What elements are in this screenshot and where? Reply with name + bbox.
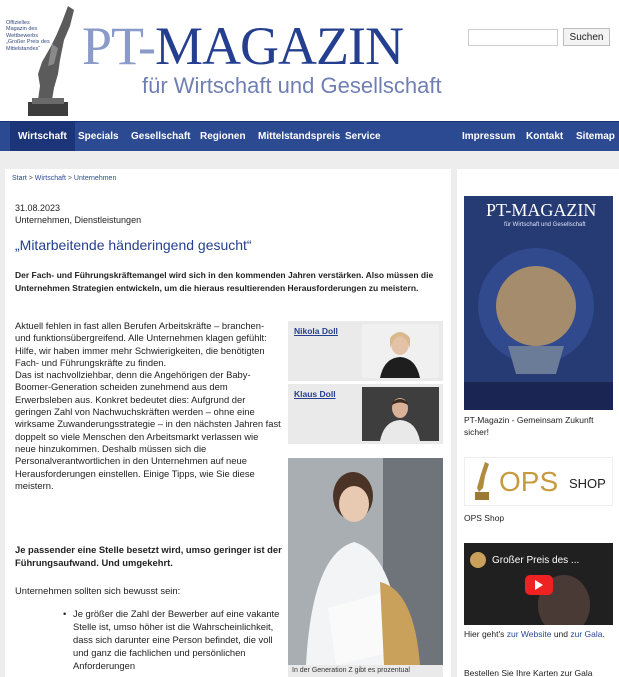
author-photo <box>362 324 439 378</box>
nav-item-mittelstandspreis[interactable]: Mittelstandspreis <box>258 131 341 142</box>
author-name-link[interactable]: Klaus Doll <box>294 389 336 399</box>
author-card-nikola[interactable] <box>288 321 443 381</box>
magazine-cover[interactable] <box>464 196 613 410</box>
article-title: „Mitarbeitende händeringend gesucht“ <box>15 237 252 253</box>
cover-title: PT-MAGAZIN <box>486 200 597 220</box>
ops-logo-main: OPS <box>499 466 559 497</box>
gala-link[interactable]: zur Gala <box>570 629 603 639</box>
author-photo <box>362 387 439 441</box>
video-title: Großer Preis des ... <box>492 555 580 566</box>
nav-item-sitemap[interactable]: Sitemap <box>576 131 615 142</box>
official-magazine-tagline: Offizielles Magazin des Wettbewerbs „Großer Preis des Mittelstandes“ <box>6 20 50 52</box>
author-card-klaus[interactable] <box>288 384 443 444</box>
gala-and: und <box>551 629 571 639</box>
list-item: • Je größer die Zahl der Bewerber auf eine vakante Stelle ist, umso höher ist die Wahrscheinlichkeit, dass sich darunter eine Person befindet, die voll und ganz die fachlichen und persönlichen Anforderungen <box>63 607 285 672</box>
main-navigation <box>0 121 619 151</box>
ops-logo-shop: SHOP <box>569 476 606 491</box>
article-date: 31.08.2023 <box>15 203 61 213</box>
trophy-icon <box>473 462 493 502</box>
breadcrumb-start[interactable]: Start <box>12 175 27 182</box>
ops-shop-banner[interactable] <box>464 457 613 506</box>
ticket-text: Bestellen Sie Ihre Karten zur Gala <box>464 668 593 677</box>
gala-text: Hier geht's <box>464 629 507 639</box>
gala-links <box>464 628 614 640</box>
brand-prefix: PT- <box>82 16 156 76</box>
ops-caption: OPS Shop <box>464 513 505 523</box>
gala-dot: . <box>602 629 605 639</box>
article-highlight: Je passender eine Stelle besetzt wird, umso geringer ist der Führungsaufwand. Und umgekehrt. <box>15 544 282 568</box>
article-panel <box>5 169 451 677</box>
article-paragraph: Das ist nachvollziehbar, denn die Angehörigen der Baby-Boomer-Generation scheiden zunehmend aus dem Erwerbsleben aus. Konkret bedeutet dies: Aufgrund der geringen Zahl von Nachwuchskräften werden – ohne eine wirksame Zuwanderungsstrategie – in den nächsten Jahren fast doppelt so viele Menschen den Arbeitsmarkt verlassen wie neue hinzukommen. Deshalb müssen sich die Personalverantwortlichen in den Unternehmen auf neue Herausforderungen einstellen. Einige Tipps, wie Sie diese meistern. <box>15 369 281 491</box>
magazine-caption: PT-Magazin - Gemeinsam Zukunft sicher! <box>464 415 594 437</box>
article-intro: Unternehmen sollten sich bewusst sein: <box>15 585 181 596</box>
site-header <box>0 0 619 121</box>
article-body <box>15 320 281 492</box>
brand-main: MAGAZIN <box>155 16 404 76</box>
website-link[interactable]: zur Website <box>506 629 552 639</box>
author-name-link[interactable]: Nikola Doll <box>294 326 338 336</box>
nav-item-specials[interactable]: Specials <box>78 131 119 142</box>
sidebar <box>457 169 619 677</box>
video-embed[interactable] <box>464 543 613 625</box>
site-logo[interactable] <box>82 18 403 74</box>
article-tags: Unternehmen, Dienstleistungen <box>15 215 142 225</box>
breadcrumb-wirtschaft[interactable]: Wirtschaft <box>34 175 66 182</box>
breadcrumb-separator: > <box>28 175 33 182</box>
magazine-cover-art <box>464 196 613 410</box>
nav-item-kontakt[interactable]: Kontakt <box>526 131 564 142</box>
nav-item-impressum[interactable]: Impressum <box>462 131 516 142</box>
breadcrumb-separator: > <box>67 175 72 182</box>
article-paragraph: Aktuell fehlen in fast allen Berufen Arbeitskräfte – branchen- und funktionsübergreifend. Alle Unternehmen klagen gefühlt: Hilfe, wir haben immer mehr Schwierigkeiten, die benötigten Fach- und Führungskräfte zu finden. <box>15 320 267 368</box>
play-icon[interactable] <box>525 575 553 595</box>
breadcrumb-unternehmen[interactable]: Unternehmen <box>73 175 117 182</box>
article-image <box>288 458 443 665</box>
article-lead: Der Fach- und Führungskräftemangel wird sich in den kommenden Jahren verstärken. Also müssen die Unternehmen Strategien entwickeln, um die hieraus resultierenden Herausforderungen zu meistern. <box>15 270 434 293</box>
cover-subtitle: für Wirtschaft und Gesellschaft <box>504 222 586 228</box>
nav-item-regionen[interactable]: Regionen <box>200 131 246 142</box>
image-caption: In der Generation Z gibt es prozentual <box>288 665 443 677</box>
nav-item-service[interactable]: Service <box>345 131 381 142</box>
search-input[interactable] <box>468 29 558 46</box>
search-button[interactable]: Suchen <box>563 28 610 46</box>
site-subtitle: für Wirtschaft und Gesellschaft <box>142 73 442 98</box>
nav-item-wirtschaft[interactable]: Wirtschaft <box>10 122 75 151</box>
nav-item-gesellschaft[interactable]: Gesellschaft <box>131 131 191 142</box>
breadcrumb <box>12 175 116 182</box>
article-bullet-list <box>63 607 285 672</box>
